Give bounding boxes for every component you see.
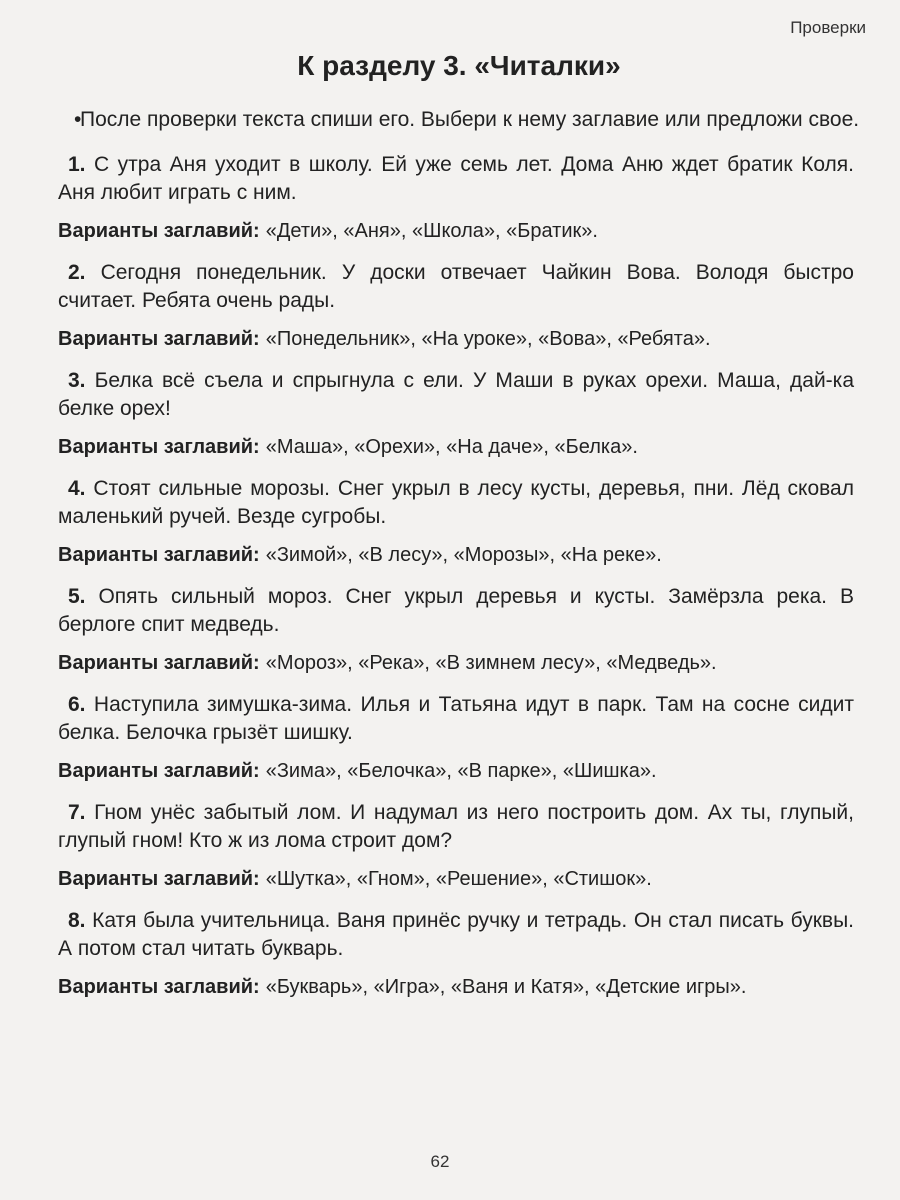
exercise-2: [58, 259, 860, 353]
exercise-text: [58, 799, 854, 855]
exercise-text: [58, 259, 854, 315]
exercise-body: Гном унёс забытый лом. И надумал из него построить дом. Ах ты, глупый, глупый гном! Кто ж из лома строит дом?: [58, 801, 854, 852]
exercise-number: 1.: [68, 153, 86, 176]
bullet: •: [74, 108, 82, 131]
title-variants: [58, 757, 860, 785]
exercise-6: [58, 691, 860, 785]
variants-label: Варианты заглавий:: [58, 328, 260, 350]
exercise-body: Катя была учительница. Ваня принёс ручку и тетрадь. Он стал писать буквы. А потом стал читать букварь.: [58, 909, 855, 960]
exercise-7: [58, 799, 860, 893]
variants-options: «Зимой», «В лесу», «Морозы», «На реке».: [265, 544, 662, 566]
exercise-1: [58, 151, 860, 245]
exercise-body: С утра Аня уходит в школу. Ей уже семь лет. Дома Аню ждет братик Коля. Аня любит играть с ним.: [58, 153, 854, 204]
title-variants: [58, 973, 860, 1001]
exercise-text: [58, 583, 854, 639]
exercise-text: [58, 367, 854, 423]
instruction-text: После проверки текста спиши его. Выбери к нему заглавие или предложи свое.: [80, 108, 860, 131]
variants-options: «Понедельник», «На уроке», «Вова», «Ребята».: [265, 328, 711, 350]
exercise-number: 8.: [68, 909, 86, 932]
exercise-4: [58, 475, 860, 569]
exercise-3: [58, 367, 860, 461]
exercise-number: 3.: [68, 369, 86, 392]
variants-options: «Букварь», «Игра», «Ваня и Катя», «Детские игры».: [265, 976, 747, 998]
exercise-body: Опять сильный мороз. Снег укрыл деревья и кусты. Замёрзла река. В берлоге спит медведь.: [58, 585, 854, 636]
exercise-8: [58, 907, 860, 1001]
exercise-body: Сегодня понедельник. У доски отвечает Чайкин Вова. Володя быстро считает. Ребята очень рады.: [58, 261, 854, 312]
section-title: К разделу 3. «Читалки»: [297, 50, 621, 81]
exercise-body: Стоят сильные морозы. Снег укрыл в лесу кусты, деревья, пни. Лёд сковал маленький ручей. Везде сугробы.: [58, 477, 854, 528]
variants-label: Варианты заглавий:: [58, 976, 260, 998]
exercise-number: 5.: [68, 585, 86, 608]
exercise-number: 7.: [68, 801, 86, 824]
exercise-number: 4.: [68, 477, 86, 500]
title-variants: [58, 433, 860, 461]
variants-label: Варианты заглавий:: [58, 760, 260, 782]
exercise-5: [58, 583, 860, 677]
variants-options: «Мороз», «Река», «В зимнем лесу», «Медведь».: [265, 652, 717, 674]
variants-label: Варианты заглавий:: [58, 652, 260, 674]
title-variants: [58, 649, 860, 677]
exercise-list: [58, 151, 860, 1001]
variants-label: Варианты заглавий:: [58, 868, 260, 890]
title-variants: [58, 325, 860, 353]
exercise-text: [58, 907, 854, 963]
variants-label: Варианты заглавий:: [58, 220, 260, 242]
title-variants: [58, 865, 860, 893]
variants-options: «Зима», «Белочка», «В парке», «Шишка».: [265, 760, 657, 782]
variants-label: Варианты заглавий:: [58, 544, 260, 566]
exercise-number: 2.: [68, 261, 86, 284]
exercise-body: Наступила зимушка-зима. Илья и Татьяна идут в парк. Там на сосне сидит белка. Белочка грызёт шишку.: [58, 693, 855, 744]
instruction: [58, 106, 860, 134]
exercise-text: [58, 691, 854, 747]
title-variants: [58, 541, 860, 569]
variants-options: «Шутка», «Гном», «Решение», «Стишок».: [265, 868, 652, 890]
exercise-text: [58, 475, 854, 531]
exercise-number: 6.: [68, 693, 86, 716]
page-number: 62: [430, 1152, 450, 1171]
exercise-body: Белка всё съела и спрыгнула с ели. У Маши в руках орехи. Маша, дай-ка белке орех!: [58, 369, 854, 420]
exercise-text: [58, 151, 854, 207]
variants-options: «Дети», «Аня», «Школа», «Братик».: [265, 220, 598, 242]
running-header: Проверки: [790, 18, 866, 37]
title-variants: [58, 217, 860, 245]
variants-label: Варианты заглавий:: [58, 436, 260, 458]
variants-options: «Маша», «Орехи», «На даче», «Белка».: [265, 436, 638, 458]
